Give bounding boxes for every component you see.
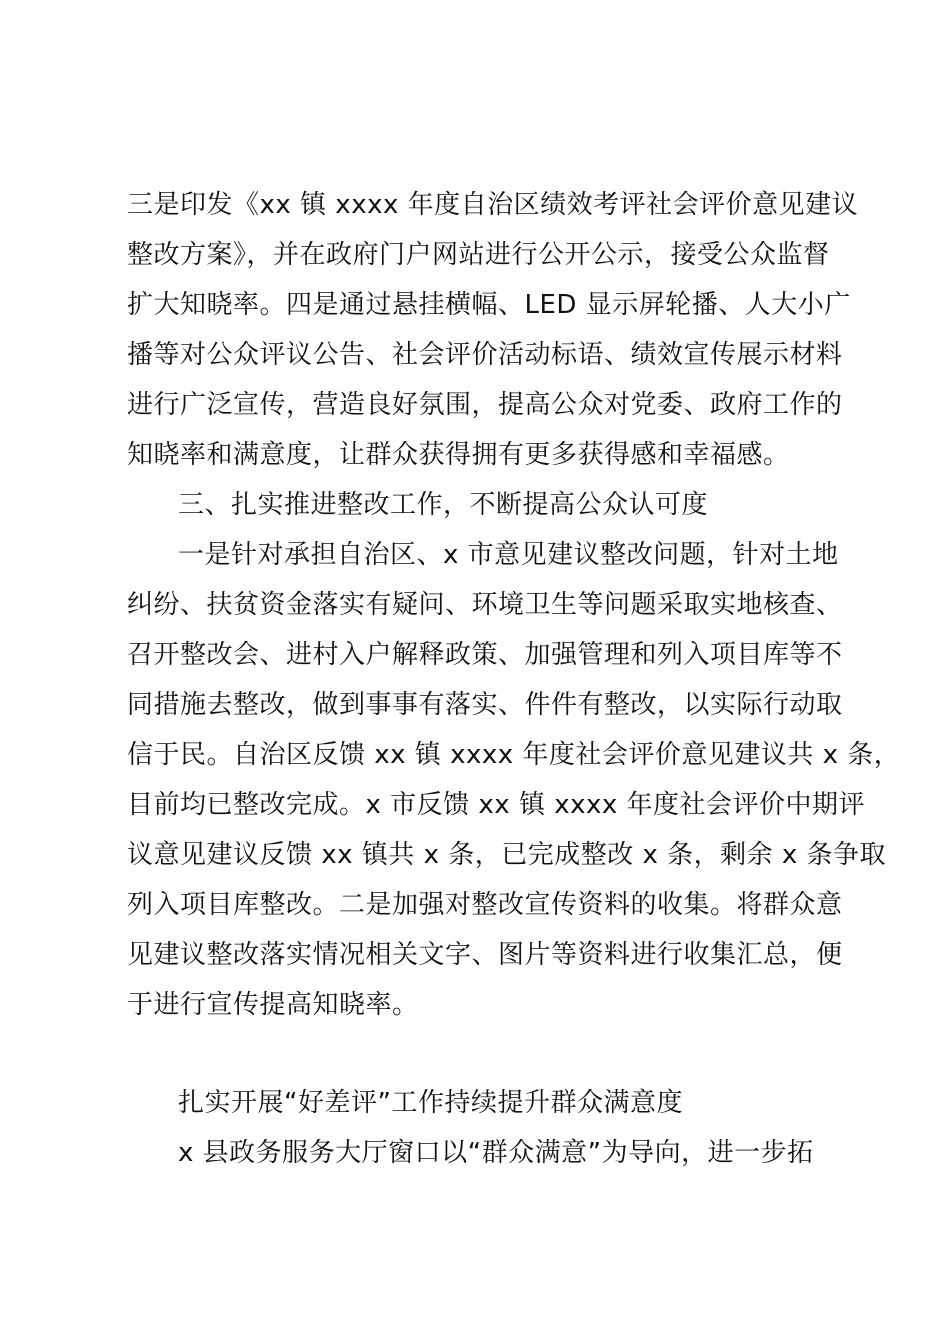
paragraph-line: x 县政务服务大厅窗口以“群众满意”为导向，进一步拓 (178, 1138, 814, 1168)
paragraph-line: 播等对公众评议公告、社会评价活动标语、绩效宣传展示材料 (127, 340, 843, 370)
paragraph-line: 同措施去整改，做到事事有落实、件件有整改，以实际行动取 (127, 690, 843, 720)
paragraph-line: 召开整改会、进村入户解释政策、加强管理和列入项目库等不 (127, 640, 843, 670)
paragraph-line: 列入项目库整改。二是加强对整改宣传资料的收集。将群众意 (127, 890, 843, 920)
section-heading: 扎实开展“好差评”工作持续提升群众满意度 (178, 1088, 683, 1118)
paragraph-line: 三是印发《xx 镇 xxxx 年度自治区绩效考评社会评价意见建议 (127, 190, 859, 220)
paragraph-line: 进行广泛宣传，营造良好氛围，提高公众对党委、政府工作的 (127, 390, 843, 420)
paragraph-line: 扩大知晓率。四是通过悬挂横幅、LED 显示屏轮播、人大小广 (127, 290, 851, 320)
paragraph-line: 一是针对承担自治区、x 市意见建议整改问题，针对土地 (178, 540, 839, 570)
paragraph-line: 目前均已整改完成。x 市反馈 xx 镇 xxxx 年度社会评价中期评 (127, 790, 866, 820)
paragraph-line: 信于民。自治区反馈 xx 镇 xxxx 年度社会评价意见建议共 x 条， (127, 740, 901, 770)
paragraph-line: 知晓率和满意度，让群众获得拥有更多获得感和幸福感。 (127, 440, 790, 470)
paragraph-line: 纠纷、扶贫资金落实有疑问、环境卫生等问题采取实地核查、 (127, 590, 843, 620)
section-heading: 三、扎实推进整改工作，不断提高公众认可度 (178, 490, 709, 520)
paragraph-line: 议意见建议反馈 xx 镇共 x 条，已完成整改 x 条，剩余 x 条争取 (127, 840, 887, 870)
paragraph-line: 见建议整改落实情况相关文字、图片等资料进行收集汇总，便 (127, 940, 843, 970)
paragraph-line: 整改方案》，并在政府门户网站进行公开公示，接受公众监督 (127, 240, 830, 270)
paragraph-line: 于进行宣传提高知晓率。 (127, 990, 419, 1020)
